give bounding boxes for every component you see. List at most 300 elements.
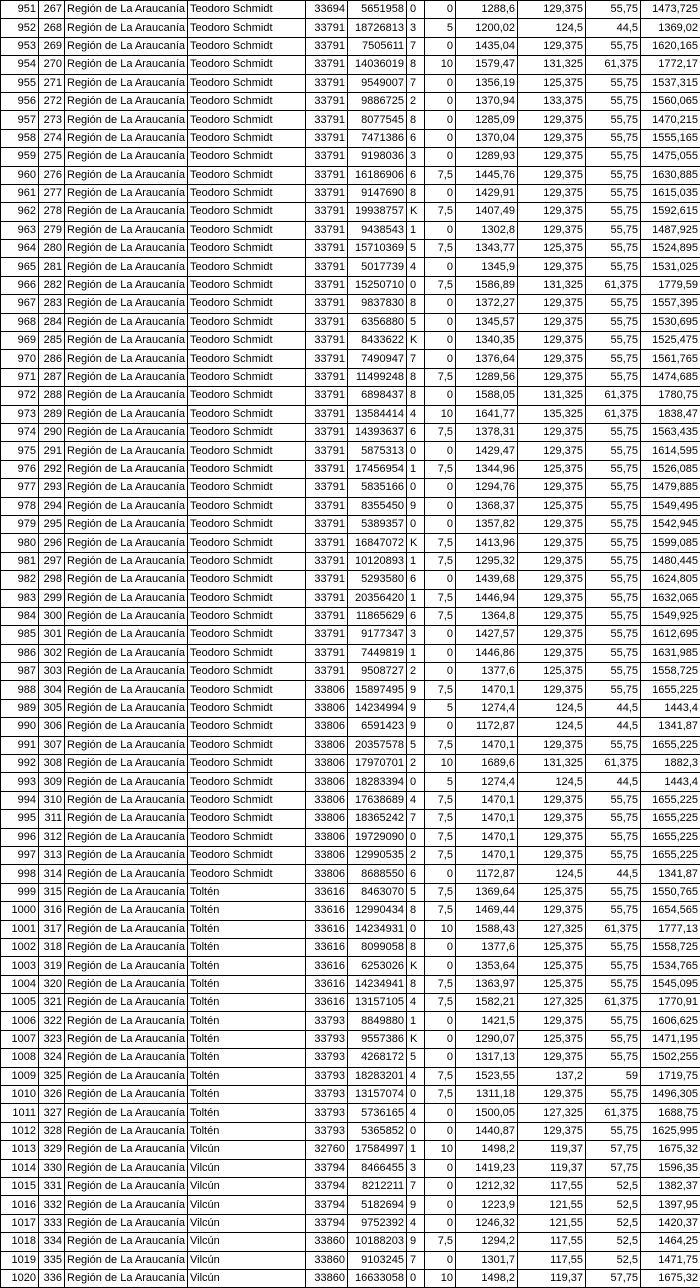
bonus-cell: 7,5 — [425, 828, 456, 846]
row-number-cell: 1010 — [1, 1086, 39, 1104]
allowance-a-cell: 129,375 — [518, 111, 586, 129]
region-cell: Región de La Araucanía — [65, 350, 188, 368]
dv-cell: 4 — [407, 994, 425, 1012]
bonus-cell: 0 — [425, 626, 456, 644]
allowance-a-cell: 129,375 — [518, 571, 586, 589]
total-cell: 1555,165 — [641, 129, 700, 147]
dv-cell: 0 — [407, 1086, 425, 1104]
rut-cell: 8355450 — [348, 497, 407, 515]
table-row — [1, 92, 700, 110]
region-cell: Región de La Araucanía — [65, 1012, 188, 1030]
id-cell: 311 — [39, 810, 65, 828]
allowance-a-cell: 133,375 — [518, 92, 586, 110]
rut-cell: 4268172 — [348, 1049, 407, 1067]
region-cell: Región de La Araucanía — [65, 828, 188, 846]
rut-cell: 19938757 — [348, 203, 407, 221]
total-cell: 1369,02 — [641, 19, 700, 37]
base-amount-cell: 1356,19 — [456, 74, 518, 92]
dv-cell: 3 — [407, 19, 425, 37]
rut-cell: 5875313 — [348, 442, 407, 460]
total-cell: 1471,75 — [641, 1251, 700, 1269]
rut-cell: 15250710 — [348, 276, 407, 294]
id-cell: 336 — [39, 1269, 65, 1287]
bonus-cell: 0 — [425, 938, 456, 956]
bonus-cell: 7,5 — [425, 994, 456, 1012]
allowance-b-cell: 55,75 — [586, 460, 641, 478]
id-cell: 284 — [39, 313, 65, 331]
base-amount-cell: 1274,4 — [456, 773, 518, 791]
base-amount-cell: 1200,02 — [456, 19, 518, 37]
base-amount-cell: 1372,27 — [456, 295, 518, 313]
id-cell: 270 — [39, 56, 65, 74]
region-cell: Región de La Araucanía — [65, 865, 188, 883]
rut-cell: 9508727 — [348, 663, 407, 681]
commune-cell: Teodoro Schmidt — [188, 1, 306, 19]
total-cell: 1558,725 — [641, 938, 700, 956]
table-row — [1, 736, 700, 754]
base-amount-cell: 1295,32 — [456, 552, 518, 570]
bonus-cell: 7,5 — [425, 791, 456, 809]
commune-cell: Teodoro Schmidt — [188, 607, 306, 625]
region-cell: Región de La Araucanía — [65, 883, 188, 901]
bonus-cell: 7,5 — [425, 1067, 456, 1085]
allowance-a-cell: 127,325 — [518, 994, 586, 1012]
allowance-b-cell: 55,75 — [586, 571, 641, 589]
total-cell: 1545,095 — [641, 975, 700, 993]
rut-cell: 19729090 — [348, 828, 407, 846]
total-cell: 1525,475 — [641, 332, 700, 350]
dv-cell: 0 — [407, 1122, 425, 1140]
row-number-cell: 971 — [1, 368, 39, 386]
region-cell: Región de La Araucanía — [65, 571, 188, 589]
commune-cell: Teodoro Schmidt — [188, 92, 306, 110]
row-number-cell: 982 — [1, 571, 39, 589]
base-amount-cell: 1435,04 — [456, 37, 518, 55]
region-cell: Región de La Araucanía — [65, 387, 188, 405]
commune-cell: Teodoro Schmidt — [188, 74, 306, 92]
row-number-cell: 1018 — [1, 1233, 39, 1251]
code-cell: 33616 — [306, 975, 348, 993]
id-cell: 307 — [39, 736, 65, 754]
bonus-cell: 7,5 — [425, 902, 456, 920]
bonus-cell: 7,5 — [425, 423, 456, 441]
dv-cell: 4 — [407, 1104, 425, 1122]
commune-cell: Teodoro Schmidt — [188, 479, 306, 497]
total-cell: 1688,75 — [641, 1104, 700, 1122]
region-cell: Región de La Araucanía — [65, 957, 188, 975]
bonus-cell: 0 — [425, 571, 456, 589]
table-row — [1, 148, 700, 166]
code-cell: 33791 — [306, 258, 348, 276]
row-number-cell: 955 — [1, 74, 39, 92]
rut-cell: 15710369 — [348, 240, 407, 258]
bonus-cell: 0 — [425, 148, 456, 166]
allowance-b-cell: 55,75 — [586, 221, 641, 239]
table-row — [1, 773, 700, 791]
id-cell: 334 — [39, 1233, 65, 1251]
rut-cell: 10188203 — [348, 1233, 407, 1251]
region-cell: Región de La Araucanía — [65, 938, 188, 956]
commune-cell: Teodoro Schmidt — [188, 515, 306, 533]
rut-cell: 10120893 — [348, 552, 407, 570]
total-cell: 1470,215 — [641, 111, 700, 129]
row-number-cell: 967 — [1, 295, 39, 313]
bonus-cell: 7,5 — [425, 1233, 456, 1251]
allowance-b-cell: 55,75 — [586, 846, 641, 864]
table-row — [1, 515, 700, 533]
code-cell: 33791 — [306, 442, 348, 460]
base-amount-cell: 1172,87 — [456, 865, 518, 883]
table-row — [1, 1086, 700, 1104]
allowance-a-cell: 129,375 — [518, 1049, 586, 1067]
row-number-cell: 1004 — [1, 975, 39, 993]
code-cell: 33791 — [306, 276, 348, 294]
bonus-cell: 5 — [425, 699, 456, 717]
base-amount-cell: 1363,97 — [456, 975, 518, 993]
dv-cell: 6 — [407, 423, 425, 441]
bonus-cell: 7,5 — [425, 883, 456, 901]
total-cell: 1530,695 — [641, 313, 700, 331]
base-amount-cell: 1427,57 — [456, 626, 518, 644]
base-amount-cell: 1345,9 — [456, 258, 518, 276]
code-cell: 33791 — [306, 203, 348, 221]
bonus-cell: 7,5 — [425, 810, 456, 828]
rut-cell: 5835166 — [348, 479, 407, 497]
total-cell: 1655,225 — [641, 791, 700, 809]
allowance-a-cell: 129,375 — [518, 1086, 586, 1104]
allowance-b-cell: 57,75 — [586, 1141, 641, 1159]
allowance-a-cell: 129,375 — [518, 681, 586, 699]
row-number-cell: 963 — [1, 221, 39, 239]
bonus-cell: 0 — [425, 515, 456, 533]
allowance-b-cell: 55,75 — [586, 295, 641, 313]
code-cell: 33791 — [306, 295, 348, 313]
table-row — [1, 791, 700, 809]
table-row — [1, 423, 700, 441]
rut-cell: 9147690 — [348, 184, 407, 202]
rut-cell: 9103245 — [348, 1251, 407, 1269]
allowance-b-cell: 55,75 — [586, 534, 641, 552]
code-cell: 33791 — [306, 497, 348, 515]
total-cell: 1612,695 — [641, 626, 700, 644]
region-cell: Región de La Araucanía — [65, 258, 188, 276]
allowance-a-cell: 129,375 — [518, 350, 586, 368]
allowance-a-cell: 129,375 — [518, 37, 586, 55]
region-cell: Región de La Araucanía — [65, 515, 188, 533]
commune-cell: Vilcún — [188, 1178, 306, 1196]
rut-cell: 8433622 — [348, 332, 407, 350]
allowance-b-cell: 55,75 — [586, 240, 641, 258]
allowance-a-cell: 131,325 — [518, 387, 586, 405]
base-amount-cell: 1421,5 — [456, 1012, 518, 1030]
region-cell: Región de La Araucanía — [65, 552, 188, 570]
commune-cell: Teodoro Schmidt — [188, 221, 306, 239]
base-amount-cell: 1344,96 — [456, 460, 518, 478]
id-cell: 300 — [39, 607, 65, 625]
code-cell: 33791 — [306, 405, 348, 423]
table-row — [1, 920, 700, 938]
table-row — [1, 497, 700, 515]
allowance-a-cell: 131,325 — [518, 755, 586, 773]
allowance-a-cell: 124,5 — [518, 699, 586, 717]
dv-cell: 6 — [407, 571, 425, 589]
region-cell: Región de La Araucanía — [65, 994, 188, 1012]
code-cell: 33791 — [306, 166, 348, 184]
region-cell: Región de La Araucanía — [65, 221, 188, 239]
id-cell: 328 — [39, 1122, 65, 1140]
row-number-cell: 980 — [1, 534, 39, 552]
allowance-b-cell: 52,5 — [586, 1251, 641, 1269]
total-cell: 1524,895 — [641, 240, 700, 258]
bonus-cell: 0 — [425, 332, 456, 350]
dv-cell: K — [407, 332, 425, 350]
code-cell: 33793 — [306, 1012, 348, 1030]
allowance-a-cell: 129,375 — [518, 184, 586, 202]
dv-cell: 0 — [407, 479, 425, 497]
table-row — [1, 755, 700, 773]
allowance-a-cell: 127,325 — [518, 920, 586, 938]
table-row — [1, 19, 700, 37]
allowance-b-cell: 44,5 — [586, 865, 641, 883]
allowance-b-cell: 44,5 — [586, 19, 641, 37]
commune-cell: Vilcún — [188, 1159, 306, 1177]
code-cell: 33794 — [306, 1159, 348, 1177]
dv-cell: 8 — [407, 387, 425, 405]
allowance-a-cell: 129,375 — [518, 626, 586, 644]
base-amount-cell: 1500,05 — [456, 1104, 518, 1122]
bonus-cell: 0 — [425, 865, 456, 883]
allowance-a-cell: 129,375 — [518, 736, 586, 754]
code-cell: 33791 — [306, 332, 348, 350]
id-cell: 310 — [39, 791, 65, 809]
total-cell: 1654,565 — [641, 902, 700, 920]
commune-cell: Teodoro Schmidt — [188, 350, 306, 368]
bonus-cell: 5 — [425, 19, 456, 37]
allowance-b-cell: 55,75 — [586, 589, 641, 607]
code-cell: 33791 — [306, 148, 348, 166]
dv-cell: 7 — [407, 810, 425, 828]
allowance-a-cell: 121,55 — [518, 1214, 586, 1232]
id-cell: 315 — [39, 883, 65, 901]
rut-cell: 7505611 — [348, 37, 407, 55]
allowance-b-cell: 55,75 — [586, 497, 641, 515]
id-cell: 278 — [39, 203, 65, 221]
id-cell: 302 — [39, 644, 65, 662]
row-number-cell: 1007 — [1, 1030, 39, 1048]
allowance-a-cell: 129,375 — [518, 258, 586, 276]
allowance-a-cell: 129,375 — [518, 442, 586, 460]
commune-cell: Teodoro Schmidt — [188, 755, 306, 773]
commune-cell: Vilcún — [188, 1269, 306, 1287]
row-number-cell: 1002 — [1, 938, 39, 956]
total-cell: 1420,37 — [641, 1214, 700, 1232]
total-cell: 1496,305 — [641, 1086, 700, 1104]
commune-cell: Teodoro Schmidt — [188, 19, 306, 37]
row-number-cell: 1000 — [1, 902, 39, 920]
commune-cell: Toltén — [188, 1086, 306, 1104]
bonus-cell: 7,5 — [425, 368, 456, 386]
commune-cell: Teodoro Schmidt — [188, 148, 306, 166]
code-cell: 33616 — [306, 994, 348, 1012]
allowance-a-cell: 125,375 — [518, 1030, 586, 1048]
table-row — [1, 1196, 700, 1214]
commune-cell: Teodoro Schmidt — [188, 460, 306, 478]
rut-cell: 8688550 — [348, 865, 407, 883]
region-cell: Región de La Araucanía — [65, 184, 188, 202]
commune-cell: Teodoro Schmidt — [188, 571, 306, 589]
id-cell: 297 — [39, 552, 65, 570]
region-cell: Región de La Araucanía — [65, 1141, 188, 1159]
table-row — [1, 938, 700, 956]
commune-cell: Teodoro Schmidt — [188, 423, 306, 441]
row-number-cell: 976 — [1, 460, 39, 478]
allowance-b-cell: 55,75 — [586, 203, 641, 221]
base-amount-cell: 1289,93 — [456, 148, 518, 166]
total-cell: 1473,725 — [641, 1, 700, 19]
bonus-cell: 0 — [425, 1196, 456, 1214]
allowance-b-cell: 55,75 — [586, 515, 641, 533]
dv-cell: 2 — [407, 92, 425, 110]
region-cell: Región de La Araucanía — [65, 1104, 188, 1122]
id-cell: 290 — [39, 423, 65, 441]
allowance-b-cell: 55,75 — [586, 902, 641, 920]
table-row — [1, 589, 700, 607]
commune-cell: Toltén — [188, 1012, 306, 1030]
allowance-b-cell: 55,75 — [586, 332, 641, 350]
commune-cell: Teodoro Schmidt — [188, 589, 306, 607]
allowance-a-cell: 117,55 — [518, 1233, 586, 1251]
allowance-a-cell: 129,375 — [518, 1012, 586, 1030]
id-cell: 268 — [39, 19, 65, 37]
bonus-cell: 0 — [425, 1178, 456, 1196]
row-number-cell: 989 — [1, 699, 39, 717]
base-amount-cell: 1290,07 — [456, 1030, 518, 1048]
rut-cell: 17970701 — [348, 755, 407, 773]
id-cell: 313 — [39, 846, 65, 864]
dv-cell: 6 — [407, 865, 425, 883]
region-cell: Región de La Araucanía — [65, 644, 188, 662]
base-amount-cell: 1343,77 — [456, 240, 518, 258]
table-row — [1, 1233, 700, 1251]
dv-cell: K — [407, 534, 425, 552]
table-row — [1, 1141, 700, 1159]
commune-cell: Teodoro Schmidt — [188, 442, 306, 460]
bonus-cell: 10 — [425, 755, 456, 773]
base-amount-cell: 1498,2 — [456, 1269, 518, 1287]
row-number-cell: 979 — [1, 515, 39, 533]
code-cell: 33791 — [306, 571, 348, 589]
region-cell: Región de La Araucanía — [65, 791, 188, 809]
allowance-b-cell: 61,375 — [586, 994, 641, 1012]
bonus-cell: 7,5 — [425, 166, 456, 184]
dv-cell: 3 — [407, 1159, 425, 1177]
allowance-a-cell: 131,325 — [518, 276, 586, 294]
rut-cell: 6898437 — [348, 387, 407, 405]
id-cell: 285 — [39, 332, 65, 350]
row-number-cell: 958 — [1, 129, 39, 147]
region-cell: Región de La Araucanía — [65, 773, 188, 791]
total-cell: 1772,17 — [641, 56, 700, 74]
rut-cell: 11499248 — [348, 368, 407, 386]
bonus-cell: 0 — [425, 1159, 456, 1177]
region-cell: Región de La Araucanía — [65, 607, 188, 625]
region-cell: Región de La Araucanía — [65, 1178, 188, 1196]
base-amount-cell: 1523,55 — [456, 1067, 518, 1085]
region-cell: Región de La Araucanía — [65, 166, 188, 184]
table-row — [1, 313, 700, 331]
dv-cell: 2 — [407, 755, 425, 773]
id-cell: 303 — [39, 663, 65, 681]
dv-cell: 0 — [407, 276, 425, 294]
total-cell: 1675,32 — [641, 1269, 700, 1287]
total-cell: 1780,75 — [641, 387, 700, 405]
allowance-b-cell: 55,75 — [586, 1086, 641, 1104]
table-row — [1, 1104, 700, 1122]
bonus-cell: 7,5 — [425, 846, 456, 864]
rut-cell: 16186906 — [348, 166, 407, 184]
region-cell: Región de La Araucanía — [65, 368, 188, 386]
row-number-cell: 1012 — [1, 1122, 39, 1140]
row-number-cell: 952 — [1, 19, 39, 37]
table-body — [1, 1, 700, 1288]
commune-cell: Teodoro Schmidt — [188, 663, 306, 681]
code-cell: 33791 — [306, 74, 348, 92]
base-amount-cell: 1370,94 — [456, 92, 518, 110]
table-row — [1, 221, 700, 239]
id-cell: 288 — [39, 387, 65, 405]
dv-cell: 5 — [407, 240, 425, 258]
row-number-cell: 1016 — [1, 1196, 39, 1214]
allowance-b-cell: 55,75 — [586, 828, 641, 846]
bonus-cell: 0 — [425, 497, 456, 515]
allowance-a-cell: 117,55 — [518, 1251, 586, 1269]
rut-cell: 14234941 — [348, 975, 407, 993]
total-cell: 1624,805 — [641, 571, 700, 589]
row-number-cell: 956 — [1, 92, 39, 110]
dv-cell: 6 — [407, 166, 425, 184]
rut-cell: 17456954 — [348, 460, 407, 478]
base-amount-cell: 1446,86 — [456, 644, 518, 662]
allowance-b-cell: 55,75 — [586, 957, 641, 975]
bonus-cell: 7,5 — [425, 1086, 456, 1104]
region-cell: Región de La Araucanía — [65, 1049, 188, 1067]
region-cell: Región de La Araucanía — [65, 111, 188, 129]
allowance-b-cell: 55,75 — [586, 74, 641, 92]
table-row — [1, 350, 700, 368]
row-number-cell: 969 — [1, 332, 39, 350]
table-row — [1, 460, 700, 478]
dv-cell: 4 — [407, 405, 425, 423]
allowance-b-cell: 55,75 — [586, 129, 641, 147]
id-cell: 318 — [39, 938, 65, 956]
allowance-a-cell: 129,375 — [518, 607, 586, 625]
id-cell: 298 — [39, 571, 65, 589]
region-cell: Región de La Araucanía — [65, 1233, 188, 1251]
bonus-cell: 0 — [425, 1, 456, 19]
allowance-a-cell: 125,375 — [518, 460, 586, 478]
rut-cell: 8077545 — [348, 111, 407, 129]
region-cell: Región de La Araucanía — [65, 295, 188, 313]
rut-cell: 9549007 — [348, 74, 407, 92]
region-cell: Región de La Araucanía — [65, 920, 188, 938]
row-number-cell: 966 — [1, 276, 39, 294]
table-row — [1, 644, 700, 662]
allowance-b-cell: 55,75 — [586, 736, 641, 754]
bonus-cell: 0 — [425, 718, 456, 736]
id-cell: 314 — [39, 865, 65, 883]
allowance-a-cell: 131,325 — [518, 56, 586, 74]
code-cell: 33791 — [306, 111, 348, 129]
